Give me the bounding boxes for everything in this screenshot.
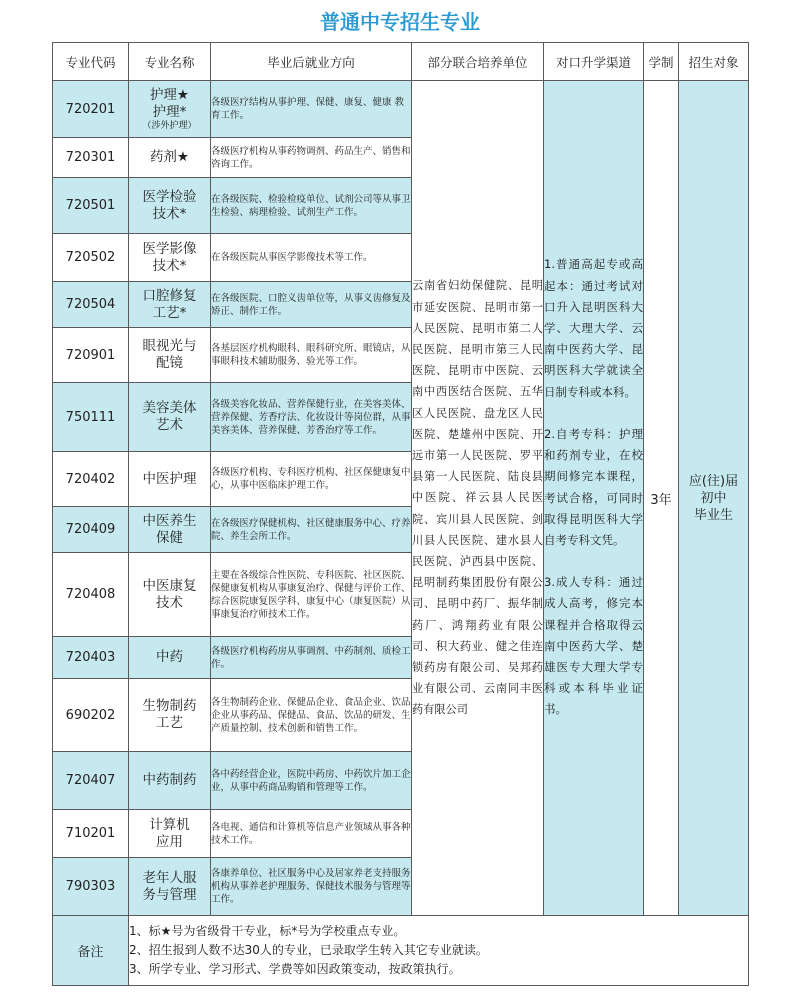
notes-content [129, 916, 749, 986]
major-name [129, 234, 211, 282]
header-target: 招生对象 [679, 43, 749, 81]
major-name: 中药制药 [129, 752, 211, 810]
major-name [129, 858, 211, 916]
major-name-line2: 艺术 [156, 417, 183, 433]
major-employment: 各康养单位、社区服务中心及居家养老支持服务机构从事养老护理服务、保健技术服务与管理等工作。 [211, 858, 412, 916]
target-line: 应(往)届 [688, 473, 739, 489]
major-name [129, 553, 211, 637]
major-name-line1: 医学影像 [142, 240, 197, 257]
major-name [129, 328, 211, 383]
major-code: 720408 [53, 553, 129, 637]
header-code: 专业代码 [53, 43, 129, 81]
header-partners: 部分联合培养单位 [412, 43, 544, 81]
major-name-line2: 技术* [152, 257, 187, 274]
major-name-line2: 技术 [156, 594, 183, 611]
notes-label: 备注 [53, 916, 129, 986]
major-name-line2: 技术* [152, 205, 187, 222]
major-name-line2: 护理* [152, 103, 187, 120]
major-code: 720407 [53, 752, 129, 810]
study-years: 3年 [644, 81, 679, 916]
major-employment: 各级美容化妆品、营养保健行业，在美容美体、营养保健、芳香疗法、化妆设计等岗位群，从事美容美体、营养保健、芳香治疗等工作。 [211, 383, 412, 452]
major-name-line1: 老年人服 [142, 869, 197, 886]
major-name [129, 282, 211, 328]
target-line: 毕业生 [693, 507, 733, 523]
major-code: 720409 [53, 507, 129, 553]
major-name-line1: 计算机 [149, 816, 190, 833]
major-name [129, 383, 211, 452]
major-code: 720201 [53, 81, 129, 138]
major-name-line1: 眼视光与 [142, 338, 197, 354]
major-name-sub: （涉外护理） [142, 120, 197, 131]
major-name-line1: 中医养生 [142, 512, 197, 529]
note-item: 1、标★号为省级骨干专业，标*号为学校重点专业。 [129, 924, 406, 938]
pathway-item: 3.成人专科：通过成人高考，修完本课程并合格取得云南中医药大学、楚雄医专大理大学专科或本科毕业证书。 [544, 575, 643, 717]
enrollment-target [679, 81, 749, 916]
major-employment: 在各级医疗保健机构、社区健康服务中心、疗养院、养生会所工作。 [211, 507, 412, 553]
header-row [53, 43, 749, 81]
major-code: 720301 [53, 138, 129, 178]
major-employment: 在各级医院、口腔义齿单位等，从事义齿修复及矫正、制作工作。 [211, 282, 412, 328]
header-pathway: 对口升学渠道 [544, 43, 644, 81]
major-name-line1: 中医康复 [142, 577, 197, 594]
pathway-item: 1.普通高起专或高起本：通过考试对口升入昆明医科大学、大理大学、云南中医药大学、昆明医科大学就读全日制专科或本科。 [544, 257, 643, 399]
major-name [129, 507, 211, 553]
note-item: 3、所学专业、学习形式、学费等如因政策变动，按政策执行。 [129, 962, 461, 976]
major-employment: 主要在各级综合性医院、专科医院、社区医院、保健康复机构从事康复治疗、保健与评价工作、综合医院康复医学科、康复中心（康复医院）从事康复治疗师技术工作。 [211, 553, 412, 637]
major-code: 720501 [53, 178, 129, 234]
major-name: 中药 [129, 637, 211, 679]
page-title: 普通中专招生专业 [320, 10, 480, 34]
major-employment: 在各级医院、检验检疫单位、试剂公司等从事卫生检验、病理检验、试剂生产工作。 [211, 178, 412, 234]
major-name [129, 810, 211, 858]
major-name-line2: 应用 [156, 833, 183, 850]
major-name-line1: 护理★ [149, 86, 190, 103]
header-years: 学制 [644, 43, 679, 81]
major-code: 710201 [53, 810, 129, 858]
major-code: 690202 [53, 679, 129, 752]
major-name-line2: 工艺 [156, 715, 183, 731]
major-name [129, 81, 211, 138]
header-name: 专业名称 [129, 43, 211, 81]
major-name: 药剂★ [129, 138, 211, 178]
major-code: 790303 [53, 858, 129, 916]
major-code: 750111 [53, 383, 129, 452]
major-employment: 各级医疗机构从事药物调剂、药品生产、销售和咨询工作。 [211, 138, 412, 178]
major-name-line2: 务与管理 [142, 886, 197, 903]
major-name-line1: 美容美体 [142, 400, 197, 416]
major-code: 720504 [53, 282, 129, 328]
note-item: 2、招生报到人数不达30人的专业，已录取学生转入其它专业就读。 [129, 943, 488, 957]
major-employment: 各电视、通信和计算机等信息产业领域从事各种技术工作。 [211, 810, 412, 858]
major-name: 中医护理 [129, 452, 211, 507]
table-row [53, 81, 749, 138]
notes-row [53, 916, 749, 986]
major-code: 720502 [53, 234, 129, 282]
target-line: 初中 [700, 490, 727, 506]
header-employment: 毕业后就业方向 [211, 43, 412, 81]
major-name-line1: 医学检验 [142, 188, 197, 205]
major-employment: 各级医疗结构从事护理、保健、康复、健康 教育工作。 [211, 81, 412, 138]
major-name-line2: 配镜 [156, 355, 183, 371]
major-code: 720403 [53, 637, 129, 679]
pathway-channels [544, 81, 644, 916]
major-employment: 各级医疗机构药房从事调剂、中药制剂、质检工作。 [211, 637, 412, 679]
major-employment: 各基层医疗机构眼科、眼科研究所、眼镜店，从事眼科技术辅助服务、验光等工作。 [211, 328, 412, 383]
pathway-item: 2.自考专科：护理和药剂专业，在校期间修完本课程，考试合格，可同时取得昆明医科大学自考专科文凭。 [544, 426, 643, 547]
major-employment: 各生物制药企业、保健品企业、食品企业、饮品企业从事药品、保健品、食品、饮品的研发、生产质量控制、技术创新和销售工作。 [211, 679, 412, 752]
majors-table [52, 42, 749, 986]
major-employment: 各级医疗机构、专科医疗机构、社区保健康复中心，从事中医临床护理工作。 [211, 452, 412, 507]
major-name [129, 178, 211, 234]
partner-units: 云南省妇幼保健院、昆明市延安医院、昆明市第一人民医院、昆明市第二人民医院、昆明市第三人民医院、昆明市中医院、云南中西医结合医院、五华区人民医院、盘龙区人民医院、楚雄州中医院、开远市第一人民医院、罗平县第一人民医院、陆良县中医院、祥云县人民医院、宾川县人民医院、剑川县人民医院、建水县人民医院、泸西县中医院、昆明制药集团股份有限公司、昆明中药厂、振华制药厂、鸿翔药业有限公司、积大药业、健之佳连锁药房有限公司、吴邦药业有限公司、云南同丰医药有限公司 [412, 81, 544, 916]
major-name [129, 679, 211, 752]
major-name-line1: 口腔修复 [142, 287, 197, 304]
major-name-line2: 工艺* [152, 304, 187, 321]
major-employment: 在各级医院从事医学影像技术等工作。 [211, 234, 412, 282]
major-name-line2: 保健 [156, 529, 183, 546]
major-code: 720901 [53, 328, 129, 383]
major-code: 720402 [53, 452, 129, 507]
major-employment: 各中药经营企业，医院中药房、中药饮片加工企业，从事中药商品购销和管理等工作。 [211, 752, 412, 810]
major-name-line1: 生物制药 [142, 698, 197, 714]
